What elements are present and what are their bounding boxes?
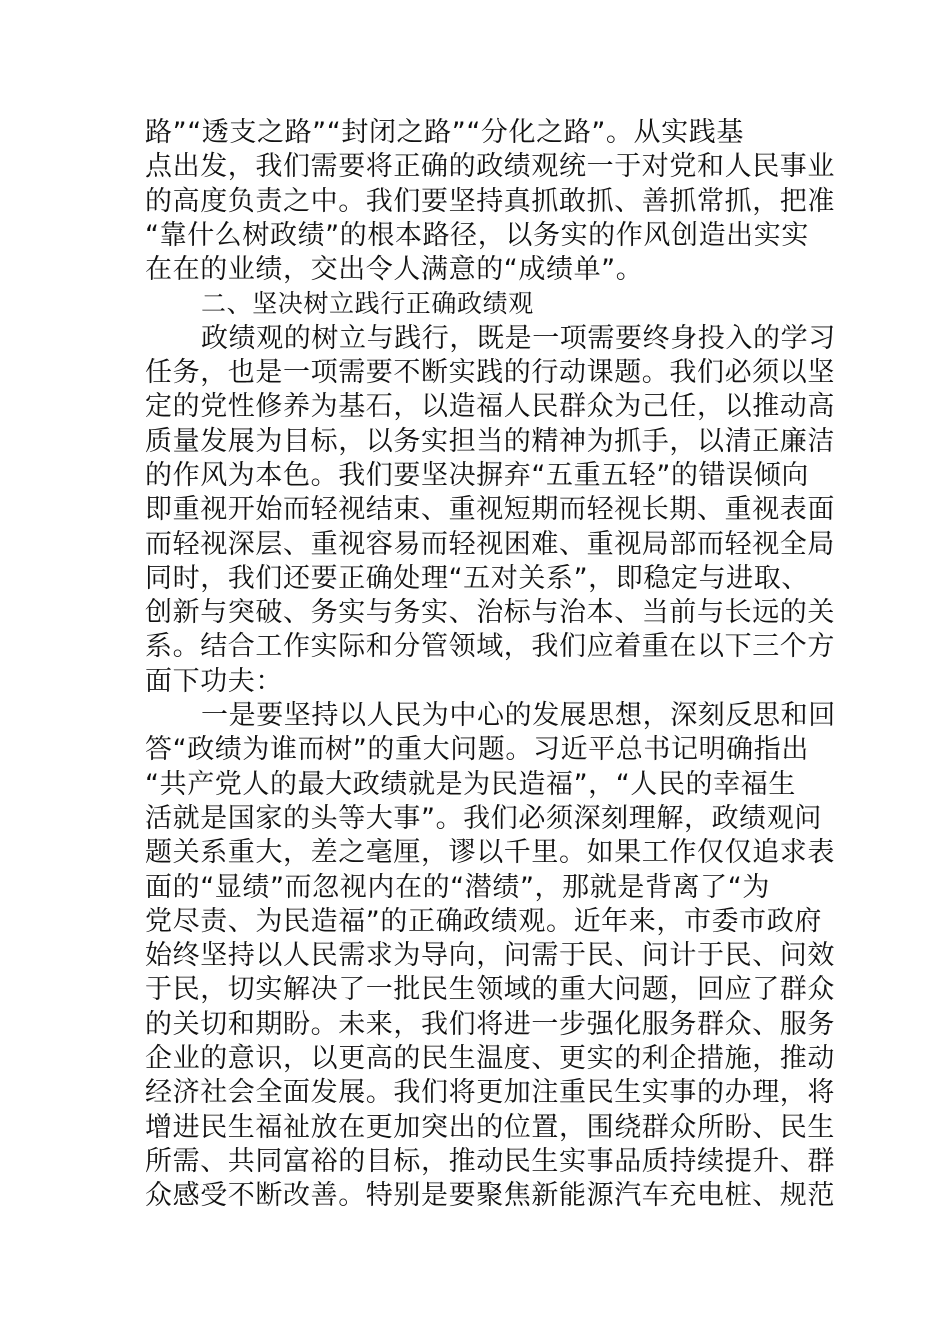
text-line: 面下功夫： xyxy=(145,665,283,697)
text-line: 点出发，我们需要将正确的政绩观统一于对党和人民事业 xyxy=(145,151,835,183)
text-line: 于民，切实解决了一批民生领域的重大问题，回应了群众 xyxy=(145,974,835,1006)
text-line: 质量发展为目标，以务实担当的精神为抓手，以清正廉洁 xyxy=(145,425,835,457)
text-line: 经济社会全面发展。我们将更加注重民生实事的办理，将 xyxy=(145,1077,835,1109)
text-line: 面的“显绩”而忽视内在的“潜绩”，那就是背离了“为 xyxy=(145,871,770,903)
section-heading: 二、坚决树立践行正确政绩观 xyxy=(201,289,534,319)
text-line: 增进民生福祉放在更加突出的位置，围绕群众所盼、民生 xyxy=(145,1111,835,1143)
text-line: 系。结合工作实际和分管领域，我们应着重在以下三个方 xyxy=(145,631,835,663)
text-line: 同时，我们还要正确处理“五对关系”，即稳定与进取、 xyxy=(145,562,809,594)
text-line: 政绩观的树立与践行，既是一项需要终身投入的学习 xyxy=(201,322,836,354)
text-line: 而轻视深层、重视容易而轻视困难、重视局部而轻视全局 xyxy=(145,528,835,560)
text-line: 即重视开始而轻视结束、重视短期而轻视长期、重视表面 xyxy=(145,494,835,526)
text-line: 路”“透支之路”“封闭之路”“分化之路”。从实践基 xyxy=(145,117,744,148)
text-line: 任务，也是一项需要不断实践的行动课题。我们必须以坚 xyxy=(145,357,835,389)
text-line: 定的党性修养为基石，以造福人民群众为己任，以推动高 xyxy=(145,391,835,423)
text-line: 答“政绩为谁而树”的重大问题。习近平总书记明确指出 xyxy=(145,734,809,766)
text-line: 活就是国家的头等大事”。我们必须深刻理解，政绩观问 xyxy=(145,802,822,834)
document-body xyxy=(145,116,836,1214)
text-line: 一是要坚持以人民为中心的发展思想，深刻反思和回 xyxy=(201,700,836,732)
text-line: 党尽责、为民造福”的正确政绩观。近年来，市委市政府 xyxy=(145,905,822,937)
text-line: “共产党人的最大政绩就是为民造福”，“人民的幸福生 xyxy=(145,768,796,800)
text-line: 题关系重大，差之毫厘，谬以千里。如果工作仅仅追求表 xyxy=(145,837,835,869)
text-line: 的关切和期盼。未来，我们将进一步强化服务群众、服务 xyxy=(145,1008,835,1040)
text-line: 创新与突破、务实与务实、治标与治本、当前与长远的关 xyxy=(145,597,835,629)
text-line: 在在的业绩，交出令人满意的“成绩单”。 xyxy=(145,254,644,286)
text-line: 始终坚持以人民需求为导向，问需于民、问计于民、问效 xyxy=(145,940,835,972)
text-line: 所需、共同富裕的目标，推动民生实事品质持续提升、群 xyxy=(145,1145,835,1177)
text-line: 的作风为本色。我们要坚决摒弃“五重五轻”的错误倾向 xyxy=(145,459,809,491)
text-line: 企业的意识，以更高的民生温度、更实的利企措施，推动 xyxy=(145,1043,835,1075)
text-line: 的高度负责之中。我们要坚持真抓敢抓、善抓常抓，把准 xyxy=(145,185,835,217)
text-line: “靠什么树政绩”的根本路径，以务实的作风创造出实实 xyxy=(145,219,809,251)
text-line: 众感受不断改善。特别是要聚焦新能源汽车充电桩、规范 xyxy=(145,1180,835,1212)
